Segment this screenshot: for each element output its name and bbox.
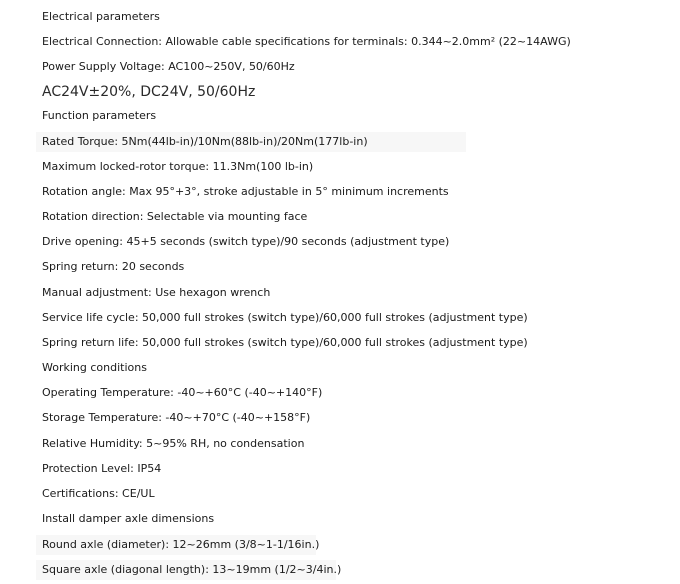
section-heading-electrical: Electrical parameters bbox=[42, 10, 160, 23]
spec-rotation-angle: Rotation angle: Max 95°+3°, stroke adjustable in 5° minimum increments bbox=[42, 185, 449, 198]
spec-drive-opening: Drive opening: 45+5 seconds (switch type)/90 seconds (adjustment type) bbox=[42, 235, 450, 248]
spec-manual-adjustment: Manual adjustment: Use hexagon wrench bbox=[42, 286, 271, 299]
spec-spring-return-life: Spring return life: 50,000 full strokes (switch type)/60,000 full strokes (adjustment type) bbox=[42, 336, 528, 349]
spec-protection-level: Protection Level: IP54 bbox=[42, 462, 162, 475]
spec-certifications: Certifications: CE/UL bbox=[42, 487, 155, 500]
section-heading-function: Function parameters bbox=[42, 109, 157, 122]
spec-round-axle: Round axle (diameter): 12~26mm (3/8~1-1/16in.) bbox=[42, 538, 320, 551]
spec-square-axle: Square axle (diagonal length): 13~19mm (1/2~3/4in.) bbox=[42, 563, 342, 576]
section-heading-working-conditions: Working conditions bbox=[42, 361, 147, 374]
section-heading-axle-dimensions: Install damper axle dimensions bbox=[42, 512, 215, 525]
spec-relative-humidity: Relative Humidity: 5~95% RH, no condensation bbox=[42, 437, 305, 450]
spec-locked-rotor-torque: Maximum locked-rotor torque: 11.3Nm(100 lb-in) bbox=[42, 160, 314, 173]
spec-service-life: Service life cycle: 50,000 full strokes (switch type)/60,000 full strokes (adjustment type) bbox=[42, 311, 528, 324]
spec-storage-temperature: Storage Temperature: -40~+70°C (-40~+158°F) bbox=[42, 411, 311, 424]
spec-power-supply-voltage: Power Supply Voltage: AC100~250V, 50/60Hz bbox=[42, 60, 295, 73]
spec-operating-temperature: Operating Temperature: -40~+60°C (-40~+140°F) bbox=[42, 386, 323, 399]
spec-spring-return: Spring return: 20 seconds bbox=[42, 260, 185, 273]
spec-rotation-direction: Rotation direction: Selectable via mounting face bbox=[42, 210, 308, 223]
spec-voltage-alternatives: AC24V±20%, DC24V, 50/60Hz bbox=[42, 84, 256, 100]
spec-rated-torque: Rated Torque: 5Nm(44lb-in)/10Nm(88lb-in)/20Nm(177lb-in) bbox=[42, 135, 368, 148]
spec-electrical-connection: Electrical Connection: Allowable cable specifications for terminals: 0.344~2.0mm² (22~14AWG) bbox=[42, 35, 571, 48]
